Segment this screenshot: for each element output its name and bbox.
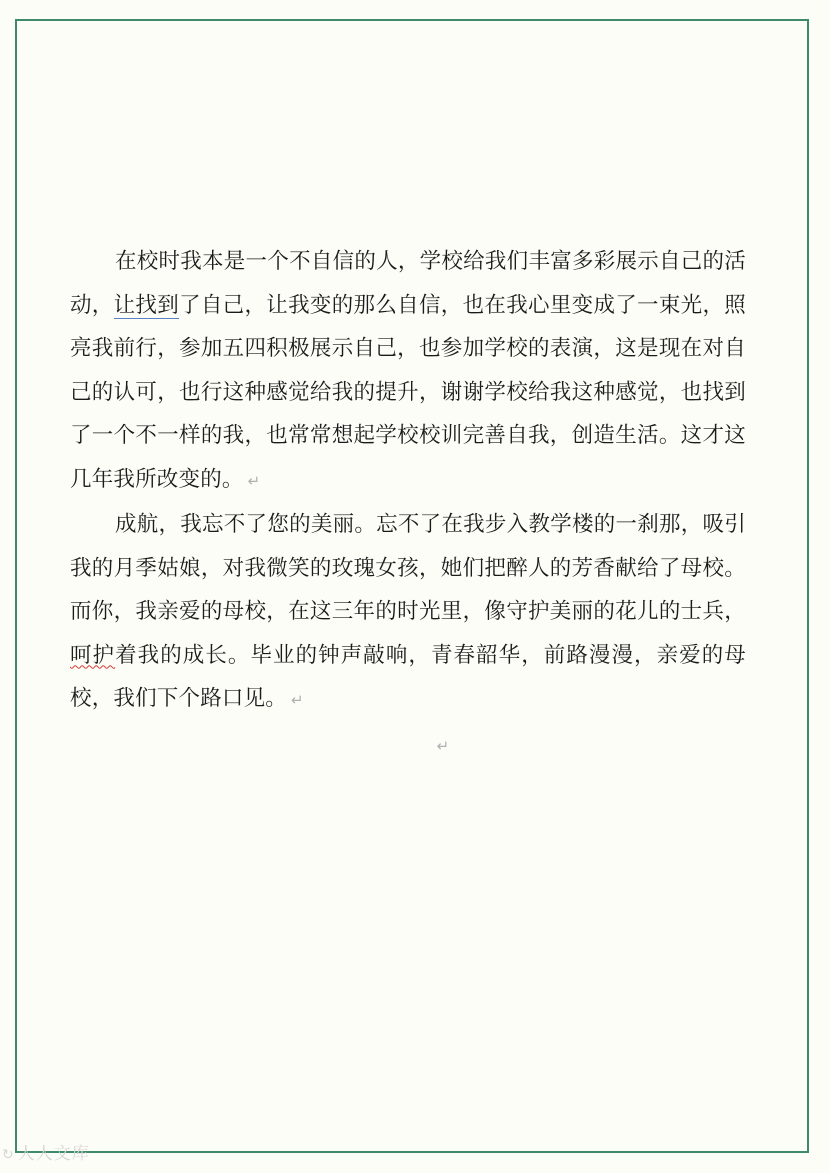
paragraph-1-text-a: 在校时我本是一个不自信的人，学校给我们丰富多彩展示自己的活动， bbox=[70, 249, 746, 318]
document-body[interactable] bbox=[70, 240, 746, 766]
paragraph-2-text-a: 成航，我忘不了您的美丽。忘不了在我步入教学楼的一刹那，吸引我的月季姑娘，对我微笑的玫瑰女孩，她们把醉人的芳香献给了母校。而你，我亲爱的母校，在这三年的时光里，像守护美丽的花儿的士兵， bbox=[70, 512, 746, 624]
paragraph-1-text-b: 了自己，让我变的那么自信，也在我心里变成了一束光，照亮我前行，参加五四积极展示自己，也参加学校的表演，这是现在对自己的认可，也行这种感觉给我的提升，谢谢学校给我这种感觉，也找到了一个不一样的我，也常常想起学校校训完善自我，创造生活。这才这几年我所改变的。 bbox=[70, 292, 746, 492]
watermark bbox=[2, 1142, 90, 1167]
paragraph-2[interactable] bbox=[70, 503, 746, 723]
watermark-text: 人人文库 bbox=[17, 1144, 90, 1164]
paragraph-1[interactable] bbox=[70, 240, 746, 503]
spellcheck-underline[interactable]: 呵护 bbox=[70, 642, 116, 668]
paragraph-2-text-b: 着我的成长。毕业的钟声敲响，青春韶华，前路漫漫，亲爱的母校，我们下个路口见。 bbox=[70, 642, 746, 711]
empty-paragraph[interactable] bbox=[70, 723, 746, 767]
paragraph-mark-icon: ↵ bbox=[247, 471, 261, 490]
grammar-underline[interactable]: 让找到 bbox=[113, 292, 180, 318]
watermark-logo-icon: ↻ bbox=[2, 1147, 15, 1163]
paragraph-mark-icon: ↵ bbox=[436, 736, 450, 755]
paragraph-mark-icon: ↵ bbox=[291, 691, 304, 709]
